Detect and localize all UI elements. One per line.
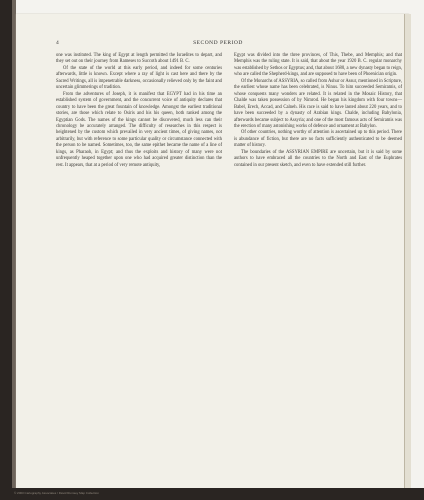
page-number: 4 bbox=[56, 40, 60, 46]
paragraph: Of the Monarchs of ASSYRIA, so called from Ashur or Assur, mentioned in Scripture, the earliest whose name has been celebrated, is Ninus. To him succeeded Semiramis, of whose conquests many wonders are related. It is related in the Mosaic History, that Chalde was taken possession of by Nimrod. He began his kingdom with four towns—Babel, Erech, Accad, and Calneh. His race is said to have lasted about 220 years, and to have been succeeded by a dynasty of Arabian kings. Chalde, including Babylonia, afterwards became subject to Assyria; and one of the most famous acts of Semiramis was the erection of many astonishing works of defence and ornament at Babylon. bbox=[234, 78, 402, 129]
paragraph: The boundaries of the ASSYRIAN EMPIRE are uncertain, but it is said by some authors to have embraced all the countries to the North and East of the Euphrates contained in our present sketch, and even to have extended still further. bbox=[234, 149, 402, 168]
paragraph: Of other countries, nothing worthy of attention is ascertained up to this period. There is abundance of fiction, but there are no facts sufficiently authenticated to be deemed matter of history. bbox=[234, 130, 402, 149]
paragraph: Egypt was divided into the three provinces, of This, Thebe, and Memphis; and that Memphis was the ruling state. It is said, that about the year 1920 B. C. regular monarchy was established by Sethos or Egyptus; and, that about 1680, a new dynasty began to reign, who are called the Shepherd-kings, and are supposed to have been of Phoenician origin. bbox=[234, 53, 402, 78]
paragraph: one was instituted. The king of Egypt at length permitted the Israelites to depart, and they set out on their journey from Rameses to Succoth about 1491 B. C. bbox=[56, 53, 222, 65]
copyright-stamp: © 2003 Cartography Associates / David Rumsey Map Collection bbox=[14, 491, 99, 495]
page-header bbox=[56, 40, 380, 50]
running-head: SECOND PERIOD bbox=[193, 40, 243, 46]
book-spine bbox=[0, 0, 12, 500]
page-edge bbox=[404, 14, 411, 490]
paragraph: Of the state of the world at this early period, and indeed for some centuries afterwards, little is known. Except where a ray of light is cast here and there by the Sacred Writings, all is impenetrable darkness, occasionally relieved only by the faint and uncertain glimmerings of tradition. bbox=[56, 65, 222, 91]
left-text-column bbox=[56, 53, 222, 169]
right-text-column bbox=[234, 53, 402, 169]
paragraph: From the adventures of Joseph, it is manifest that EGYPT had in his time an established system of government, and the concurrent voice of antiquity declares that country to have been the great fountain of knowledge. Amongst the earliest traditional stories, are those which relate to Osiris and his his queen, both ranked among the Egyptian Gods. The names of the kings cannot be discovered, much less can their chronology be accurately arranged. The difficulty of researches in this respect is heightened by the custom which prevailed in very ancient times, of giving names, not arbitrarily, but with reference to some particular quality or circumstance connected with the person to be named. Sometimes, too, the same epithet became the name of a line of kings, as Pharaoh, in Egypt; and thus the exploits and history of many were not unfrequently heaped together upon one who had acquired greater distinction than the rest. It appears, that at a period of very remote antiquity, bbox=[56, 91, 222, 168]
